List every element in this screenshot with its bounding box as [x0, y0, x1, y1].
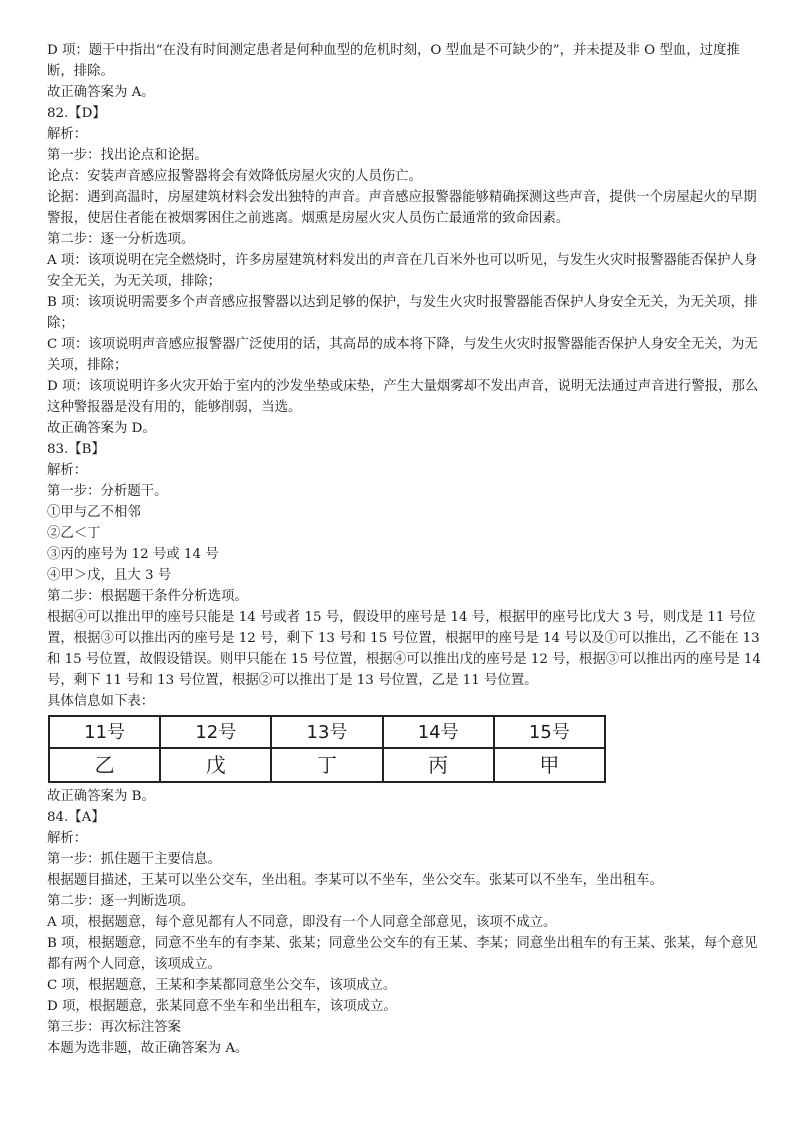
- paragraph: 第三步：再次标注答案: [47, 1020, 181, 1035]
- paragraph: 第一步：抓住题干主要信息。: [47, 852, 222, 867]
- question-number: 82.【D】: [47, 106, 106, 121]
- paragraph: 第一步：分析题干。: [47, 484, 168, 499]
- paragraph: D 项，根据题意，张某同意不坐车和坐出租车，该项成立。: [47, 999, 397, 1014]
- paragraph: 第一步：找出论点和论据。: [47, 148, 208, 163]
- paragraph: B 项，根据题意，同意不坐车的有李某、张某；同意坐公交车的有王某、李某；同意坐出租车的有王某、张某，每个意见都有两个人同意，该项成立。: [47, 936, 758, 972]
- paragraph: 根据④可以推出甲的座号只能是 14 号或者 15 号，假设甲的座号是 14 号，根据甲的座号比戊大 3 号，则戊是 11 号位置，根据③可以推出丙的座号是 12 号，剩下 13 号和 15 号位置，根据甲的座号是 14 号以及①可以推出，乙不能在 13 和 15 号位置，故假设错误。则甲只能在 15 号位置，根据④可以推出戊的座号是 12 号，根据③可以推出丙的座号是 14 号，剩下 11 号和 13 号位置，根据②可以推出丁是 13 号位置，乙是 11 号位置。: [47, 610, 774, 688]
- seat-number-cell: 12号: [160, 716, 271, 748]
- paragraph: 解析：: [47, 127, 88, 142]
- person-row: [49, 748, 605, 782]
- paragraph: B 项：该项说明需要多个声音感应报警器以达到足够的保护，与发生火灾时报警器能否保护人身安全无关，为无关项，排除；: [47, 295, 758, 331]
- paragraph: C 项：该项说明声音感应报警器广泛使用的话，其高昂的成本将下降，与发生火灾时报警器能否保护人身安全无关，为无关项，排除；: [47, 337, 758, 373]
- person-cell: 丙: [383, 748, 494, 782]
- seat-number-cell: 11号: [49, 716, 160, 748]
- person-cell: 戊: [160, 748, 271, 782]
- seat-number-cell: 15号: [494, 716, 605, 748]
- paragraph: 故正确答案为 A。: [47, 85, 155, 100]
- person-cell: 乙: [49, 748, 160, 782]
- condition-item: ②乙＜丁: [47, 526, 101, 541]
- paragraph: 第二步：逐一分析选项。: [47, 232, 195, 247]
- paragraph: 根据题目描述，王某可以坐公交车，坐出租。李某可以不坐车，坐公交车。张某可以不坐车，坐出租车。: [47, 873, 663, 888]
- seat-number-cell: 14号: [383, 716, 494, 748]
- seat-table: [48, 715, 606, 783]
- paragraph: 第二步：根据题干条件分析选项。: [47, 589, 248, 604]
- condition-item: ①甲与乙不相邻: [47, 505, 141, 520]
- paragraph: D 项：题干中指出“在没有时间测定患者是何种血型的危机时刻，O 型血是不可缺少的”，并未提及非 O 型血，过度推断，排除。: [47, 43, 740, 79]
- paragraph: 解析：: [47, 463, 88, 478]
- seat-number-row: [49, 716, 605, 748]
- paragraph: D 项：该项说明许多火灾开始于室内的沙发坐垫或床垫，产生大量烟雾却不发出声音，说明无法通过声音进行警报，那么这种警报器是没有用的，能够削弱，当选。: [47, 379, 759, 415]
- question-number: 84.【A】: [47, 810, 105, 825]
- condition-item: ④甲＞戊，且大 3 号: [47, 568, 172, 583]
- condition-item: ③丙的座号为 12 号或 14 号: [47, 547, 219, 562]
- paragraph: A 项：该项说明在完全燃烧时，许多房屋建筑材料发出的声音在几百米外也可以听见，与发生火灾时报警器能否保护人身安全无关，为无关项，排除；: [47, 253, 758, 289]
- paragraph: 第二步：逐一判断选项。: [47, 894, 195, 909]
- document-body: [47, 40, 774, 1059]
- paragraph: C 项，根据题意，王某和李某都同意坐公交车，该项成立。: [47, 978, 397, 993]
- person-cell: 甲: [494, 748, 605, 782]
- paragraph: 本题为选非题，故正确答案为 A。: [47, 1041, 249, 1056]
- paragraph: 解析：: [47, 831, 88, 846]
- paragraph: 具体信息如下表：: [47, 694, 155, 709]
- paragraph: A 项，根据题意，每个意见都有人不同意，即没有一个人同意全部意见，该项不成立。: [47, 915, 557, 930]
- person-cell: 丁: [271, 748, 382, 782]
- paragraph: 故正确答案为 D。: [47, 421, 156, 436]
- question-number: 83.【B】: [47, 442, 105, 457]
- paragraph: 故正确答案为 B。: [47, 789, 155, 804]
- paragraph: 论据：遇到高温时，房屋建筑材料会发出独特的声音。声音感应报警器能够精确探测这些声音，提供一个房屋起火的早期警报，使居住者能在被烟雾困住之前逃离。烟熏是房屋火灾人员伤亡最通常的致命因素。: [47, 190, 757, 226]
- paragraph: 论点：安装声音感应报警器将会有效降低房屋火灾的人员伤亡。: [47, 169, 422, 184]
- seat-number-cell: 13号: [271, 716, 382, 748]
